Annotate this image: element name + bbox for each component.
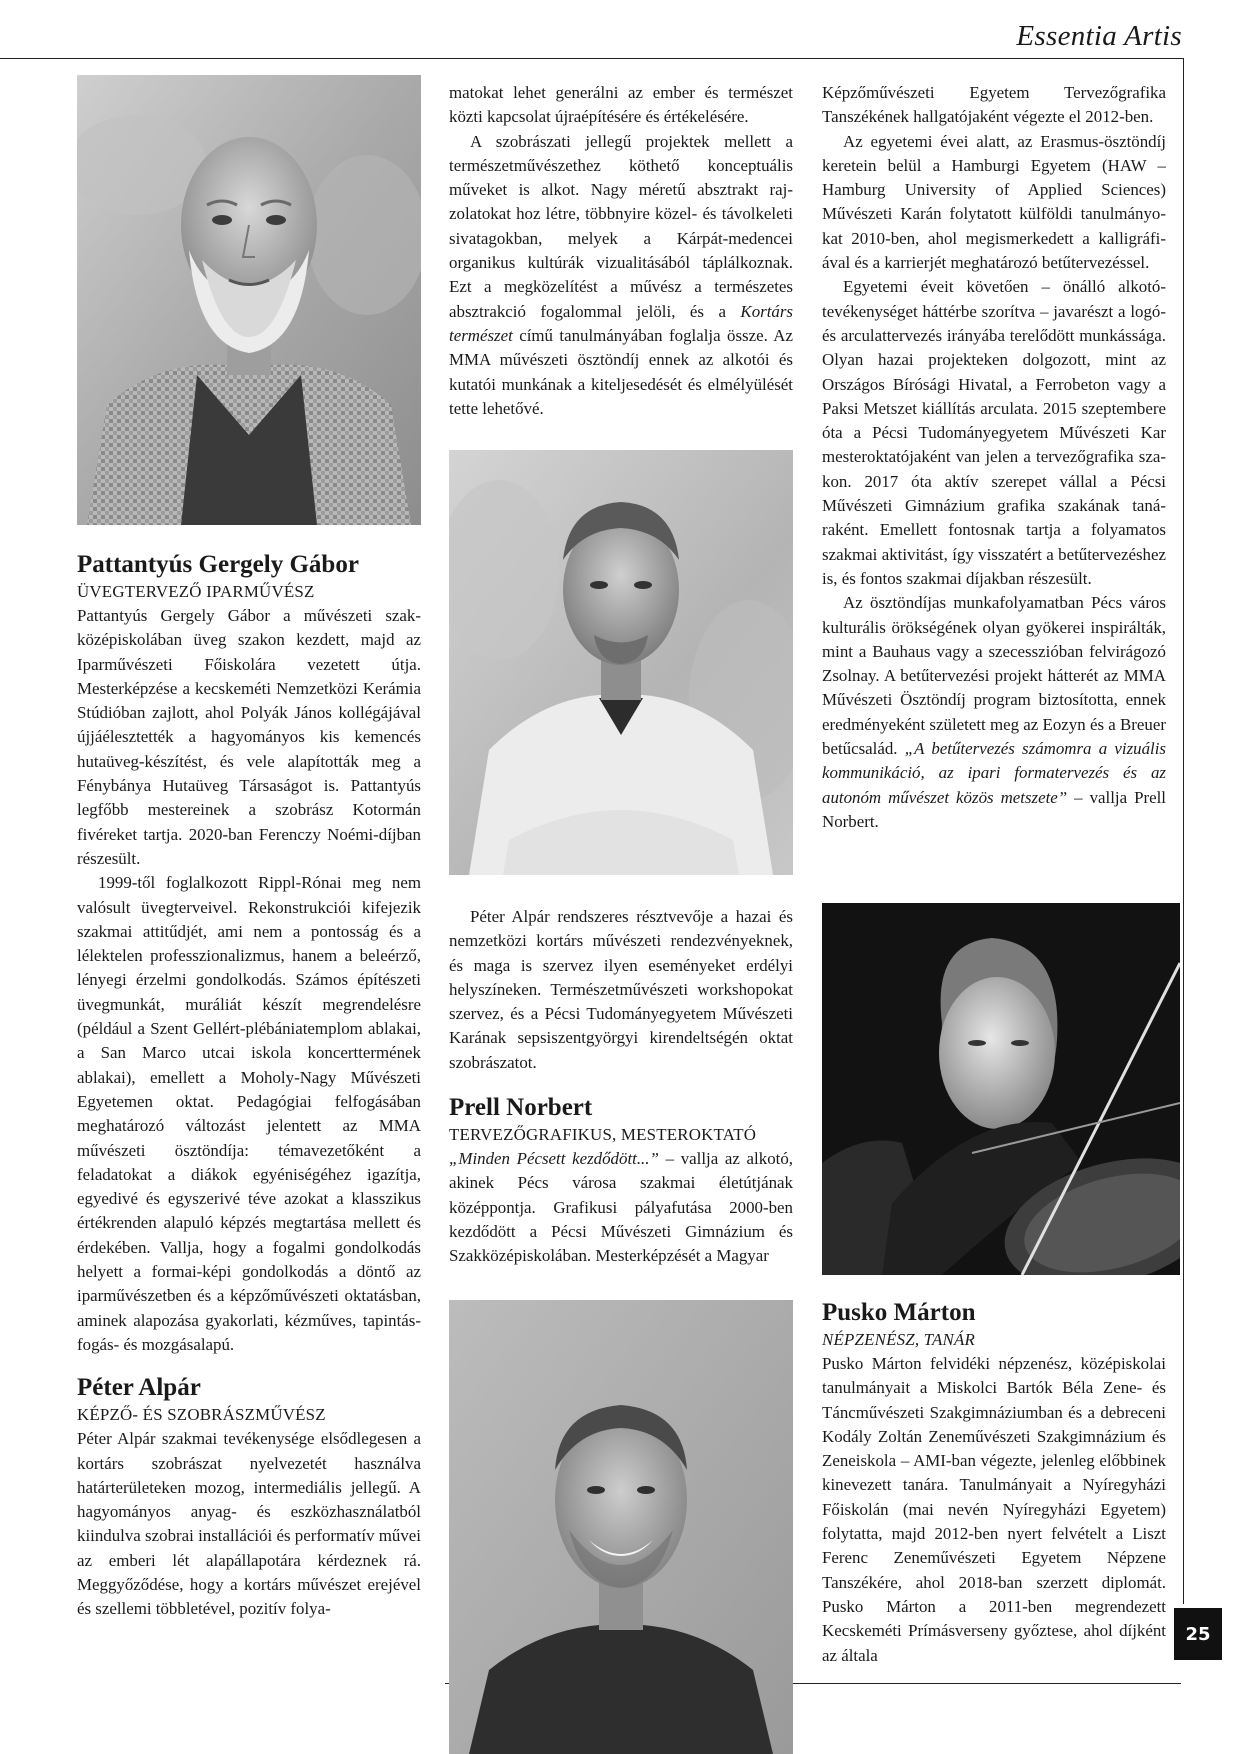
bio-norbert-paragraph-3: Egyetemi éveit követően – önálló alkotótevékenységet háttérbe szorítva – javarészt a logó- és arculattervezés irányába terelődött munkássága. Olyan hazai projekteken dolgozott, mint az Országos Bírósági Hivatal, a Ferrobeton vagy a Paksi Metszet kiállítás arculata. 2015 szeptembere óta a Pécsi Tudományegyetem Művészeti Kar mesteroktatójaként van jelen a tervezőgrafika szakon. 2017 óta aktív szerepet vállal a Pécsi Művészeti Gimnázium grafika szakának tanáraként. Emellett fontosnak tartja a folyamatos szakmai aktivitást, így visszatért a betűtervezéshez is, és fontos szakmai díjakban részesült. (822, 277, 1166, 588)
right-rule (1183, 58, 1184, 1604)
person-role-norbert: TERVEZŐGRAFIKUS, MESTEROKTATÓ (449, 1125, 757, 1145)
column-2-middle (449, 905, 793, 1269)
person-name-marton: Pusko Márton (822, 1299, 976, 1326)
bio-norbert-paragraph-2: Az egyetemi évei alatt, az Erasmus-ösztöndíj keretein belül a Hamburgi Egyetem (HAW – Hamburg University of Applied Sciences) Művészeti Karán folytatott külföldi tanulmányokat 2010-ben, ahol megismerkedett a kalligráfiával és a karrierjét meghatározó betűtervezéssel. (822, 131, 1166, 273)
bio-norbert-paragraph-4: Az ösztöndíjas munkafolyamatban Pécs város kulturális örökségének olyan gyökerei inspirálták, mint a Bauhaus vagy a szecesszióban felvirágozó Zsolnay. A betűtervezési projekt hátterét az MMA Művészeti Ösztöndíj program biztosította, ennek eredményeként született meg az Eozyn és a Breuer betűcsalád. „A betűtervezés számomra a vizuális kommunikáció, az ipari formatervezés és az autonóm művészet közös metszete” – vallja Prell Norbert. (822, 593, 1166, 831)
person-role-alpar: KÉPZŐ- ÉS SZOBRÁSZMŰVÉSZ (77, 1405, 326, 1425)
column-3-top (822, 81, 1166, 834)
portrait-photo-marton (822, 903, 1180, 1275)
bio-alpar-paragraph-2: A szobrászati jellegű projektek mellett a természetművészethez köthető konceptuális műveket is alkot. Nagy méretű absztrakt rajzolatokat hoz létre, többnyire közel- és távolkeleti sivatagokban, melyek a Kárpát-medencei organikus kultúrák vizualitásából táplálkoznak. Ezt a megközelítést a művész a természetes absztrakció fogalommal jelöli, és a Kortárs természet című tanulmányában foglalja össze. Az MMA művészeti ösztöndíj ennek az alkotói és kutatói munkának a kiteljesedését és elmélyülését tette lehetővé. (449, 131, 793, 418)
person-role-gergely: ÜVEGTERVEZŐ IPARMŰVÉSZ (77, 582, 315, 601)
person-name-alpar: Péter Alpár (77, 1374, 201, 1402)
portrait-photo-gergely (77, 75, 421, 525)
portrait-alpar-image (449, 450, 793, 875)
bio-norbert-continued: Képzőművészeti Egyetem Tervezőgrafika Tanszékének hallgatójaként végezte el 2012-ben. (822, 83, 1166, 127)
bio-gergely-paragraph-2: 1999-től foglalkozott Rippl-Rónai meg nem valósult üvegterveivel. Rekonstrukciói kifejezik szakmai attitűdjét, ami nem a pontosság és a lélektelen professzionalizmus, hanem a beleérző, lényegi érzelmi gondolkodás. Számos építészeti üvegmunkát, muráliát készít megrendelésre (például a Szent Gellért-plébániatemplom ablakai, a San Marco utcai iskola koncerttermének ablakai), emellett a Moholy-Nagy Művészeti Egyetemen oktat. Pedagógiai felfogásában meghatározó változást jelentett az MMA művészeti ösztöndíja: témavezetőként a feladatokat a diákok egyéniségéhez igazítja, egyedivé és egyszerivé téve azokat a klasszikus értékrenden alapuló képzés megtartása mellett és érdekében. Vallja, hogy a fogalmi gondolkodás helyett a formai-képi gondolkodás a döntő az iparművészetben és a képzőművészeti oktatásban, aminek alapozása gyakorlati, kézműves, tapintás- fogás- és mozgásalapú. (77, 873, 421, 1354)
bio-norbert-paragraph-1: „Minden Pécsett kezdődött...” – vallja az alkotó, akinek Pécs városa szakmai életútjának középpontja. Grafikusi pályafutása 2000-ben kezdődött a Pécsi Művészeti Gimnázium és Szakközépiskolában. Mesterképzését a Magyar (449, 1149, 793, 1266)
portrait-photo-norbert (449, 1300, 793, 1754)
column-3-bottom (822, 1298, 1166, 1668)
bio-gergely-paragraph-1: Pattantyús Gergely Gábor a művészeti szakközépiskolában üveg szakon kezdett, majd az Iparművészeti Főiskolára vezetett útja. Mesterképzése a kecskeméti Nemzetközi Kerámia Stúdióban zajlott, ahol Polyák János kollégájával újjáélesztették a hagyományos kis kemencés hutaüveg-készítést, és vele alapították meg a Fénybánya Hutaüveg Társaságot is. Pattantyús legfőbb mestereinek a szobrász Kotormán fivéreket tartja. 2020-ban Ferenczy Noémi-díjban részesült. (77, 606, 421, 868)
bio-marton-paragraph-1: Pusko Márton felvidéki népzenész, középiskolai tanulmányait a Miskolci Bartók Béla Zene- és Táncművészeti Szakgimnáziumban és a debreceni Kodály Zoltán Zeneművészeti Szakgimnázium és Zeneiskola – AMI-ban végezte, jelenleg előbbinek kinevezett tanára. Tanulmányait a Nyíregyházi Főiskolán (mai nevén Nyíregyházi Egyetem) folytatta, majd 2012-ben nyert felvételt a Liszt Ferenc Zeneművészeti Egyetem Népzene Tanszékére, ahol 2018-ban szerzett diplomát. Pusko Márton a 2011-ben megrendezett Kecskeméti Prímásverseny győztese, ahol díjként az általa (822, 1354, 1166, 1665)
column-2-top (449, 81, 793, 421)
column-1 (77, 550, 421, 1622)
person-role-marton: NÉPZENÉSZ, TANÁR (822, 1330, 976, 1349)
journal-title: Essentia Artis (1016, 20, 1182, 52)
portrait-norbert-image (449, 1300, 793, 1754)
bio-alpar-continued: matokat lehet generálni az ember és természet közti kapcsolat újraépítésére és értékelésére. (449, 83, 793, 127)
person-name-norbert: Prell Norbert (449, 1094, 593, 1122)
portrait-photo-alpar (449, 450, 793, 875)
person-name-gergely: Pattantyús Gergely Gábor (77, 551, 359, 578)
page-number: 25 (1174, 1608, 1222, 1660)
portrait-marton-image (822, 903, 1180, 1275)
portrait-gergely-image (77, 75, 421, 525)
bio-alpar-paragraph-1: Péter Alpár szakmai tevékenysége elsődlegesen a kortárs szobrászat nyelvezetét használva határterületeken mozog, intermediális jellegű. A hagyományos anyag- és eszközhasználatból kiindulva szobrai installációi és performatív művei az emberi lét alapállapotára kérdeznek rá. Meggyőződése, hogy a kortárs művészet erejével és szellemi többletével, pozitív folya- (77, 1429, 421, 1619)
bio-alpar-paragraph-3: Péter Alpár rendszeres résztvevője a hazai és nemzetközi kortárs művészeti rendezvényeknek, és maga is szervez ilyen eseményeket erdélyi helyszíneken. Természetművészeti workshopokat szervez, és a Pécsi Tudományegyetem Művészeti Karának sepsiszentgyörgyi kirendeltségén oktat szobrászatot. (449, 907, 793, 1072)
top-rule (0, 58, 1184, 59)
